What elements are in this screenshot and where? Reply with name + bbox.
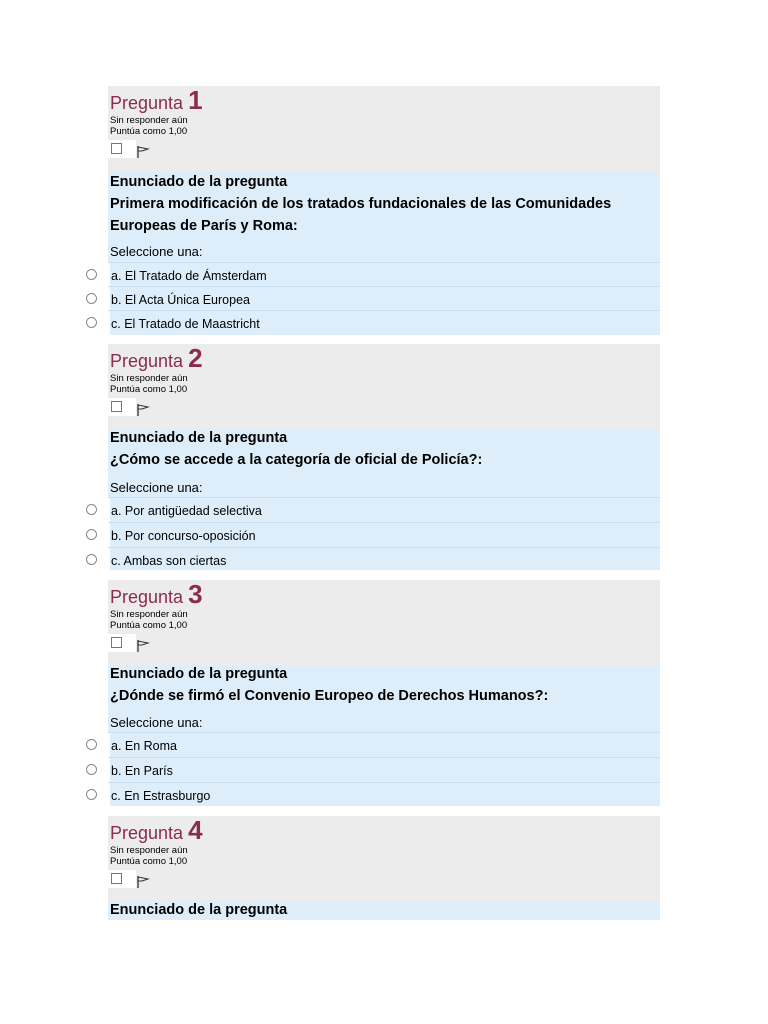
question-content bbox=[108, 172, 660, 335]
question-score: Puntúa como 1,00 bbox=[110, 620, 188, 631]
flag-icon[interactable] bbox=[136, 145, 150, 159]
answer-option-label: b. El Acta Única Europea bbox=[111, 293, 250, 307]
select-prompt: Seleccione una: bbox=[110, 244, 203, 259]
question-score: Puntúa como 1,00 bbox=[110, 384, 188, 395]
answer-option[interactable] bbox=[108, 522, 660, 547]
question-content bbox=[108, 902, 660, 920]
question-info bbox=[108, 86, 660, 172]
question-word: Pregunta bbox=[110, 587, 184, 607]
answer-option[interactable] bbox=[108, 782, 660, 807]
question-content bbox=[108, 430, 660, 570]
answer-option-label: a. Por antigüedad selectiva bbox=[111, 504, 262, 518]
answer-option[interactable] bbox=[108, 757, 660, 782]
radio-button[interactable] bbox=[86, 789, 97, 800]
question-3 bbox=[108, 580, 660, 806]
question-status: Sin responder aún bbox=[110, 115, 188, 126]
question-info bbox=[108, 344, 660, 430]
question-number: 2 bbox=[188, 343, 203, 373]
answer-option[interactable] bbox=[108, 262, 660, 287]
question-label: Enunciado de la pregunta bbox=[110, 174, 288, 190]
question-2 bbox=[108, 344, 660, 570]
question-1 bbox=[108, 86, 660, 335]
radio-button[interactable] bbox=[86, 764, 97, 775]
radio-button[interactable] bbox=[86, 317, 97, 328]
answer-option-label: b. Por concurso-oposición bbox=[111, 529, 256, 543]
question-score: Puntúa como 1,00 bbox=[110, 856, 188, 867]
answer-option-label: a. En Roma bbox=[111, 739, 178, 753]
question-number: 3 bbox=[188, 579, 203, 609]
flag-checkbox[interactable] bbox=[111, 143, 122, 154]
answer-option[interactable] bbox=[108, 732, 660, 757]
answer-option[interactable] bbox=[108, 310, 660, 335]
question-number: 1 bbox=[188, 85, 203, 115]
question-text: ¿Dónde se firmó el Convenio Europeo de Derechos Humanos?: bbox=[110, 688, 549, 704]
radio-button[interactable] bbox=[86, 293, 97, 304]
question-text: Primera modificación de los tratados fundacionales de las Comunidades Europeas de París y Roma: bbox=[110, 196, 612, 234]
question-4 bbox=[108, 816, 660, 920]
flag-icon[interactable] bbox=[136, 403, 150, 417]
answer-option[interactable] bbox=[108, 547, 660, 572]
question-label: Enunciado de la pregunta bbox=[110, 666, 288, 682]
flag-checkbox[interactable] bbox=[111, 637, 122, 648]
question-content bbox=[108, 666, 660, 806]
radio-button[interactable] bbox=[86, 529, 97, 540]
answer-option-label: b. En París bbox=[111, 764, 173, 778]
question-info bbox=[108, 580, 660, 666]
select-prompt: Seleccione una: bbox=[110, 715, 203, 730]
flag-icon[interactable] bbox=[136, 875, 150, 889]
question-title bbox=[110, 85, 203, 115]
answer-option-label: c. El Tratado de Maastricht bbox=[111, 317, 260, 331]
answer-option-label: c. Ambas son ciertas bbox=[111, 554, 227, 568]
radio-button[interactable] bbox=[86, 739, 97, 750]
question-number: 4 bbox=[188, 815, 203, 845]
answer-option-label: c. En Estrasburgo bbox=[111, 789, 211, 803]
question-label: Enunciado de la pregunta bbox=[110, 902, 288, 918]
answer-option-label: a. El Tratado de Ámsterdam bbox=[111, 269, 267, 283]
flag-checkbox[interactable] bbox=[111, 873, 122, 884]
answer-option[interactable] bbox=[108, 286, 660, 311]
question-text: ¿Cómo se accede a la categoría de oficial de Policía?: bbox=[110, 452, 483, 468]
radio-button[interactable] bbox=[86, 554, 97, 565]
question-title bbox=[110, 815, 203, 845]
radio-button[interactable] bbox=[86, 504, 97, 515]
radio-button[interactable] bbox=[86, 269, 97, 280]
flag-icon[interactable] bbox=[136, 639, 150, 653]
question-title bbox=[110, 579, 203, 609]
select-prompt: Seleccione una: bbox=[110, 480, 203, 495]
question-score: Puntúa como 1,00 bbox=[110, 126, 188, 137]
question-word: Pregunta bbox=[110, 823, 184, 843]
question-word: Pregunta bbox=[110, 351, 184, 371]
question-status: Sin responder aún bbox=[110, 373, 188, 384]
question-word: Pregunta bbox=[110, 93, 184, 113]
question-title bbox=[110, 343, 203, 373]
question-status: Sin responder aún bbox=[110, 609, 188, 620]
question-info bbox=[108, 816, 660, 902]
answer-option[interactable] bbox=[108, 497, 660, 522]
question-label: Enunciado de la pregunta bbox=[110, 430, 288, 446]
flag-checkbox[interactable] bbox=[111, 401, 122, 412]
question-status: Sin responder aún bbox=[110, 845, 188, 856]
